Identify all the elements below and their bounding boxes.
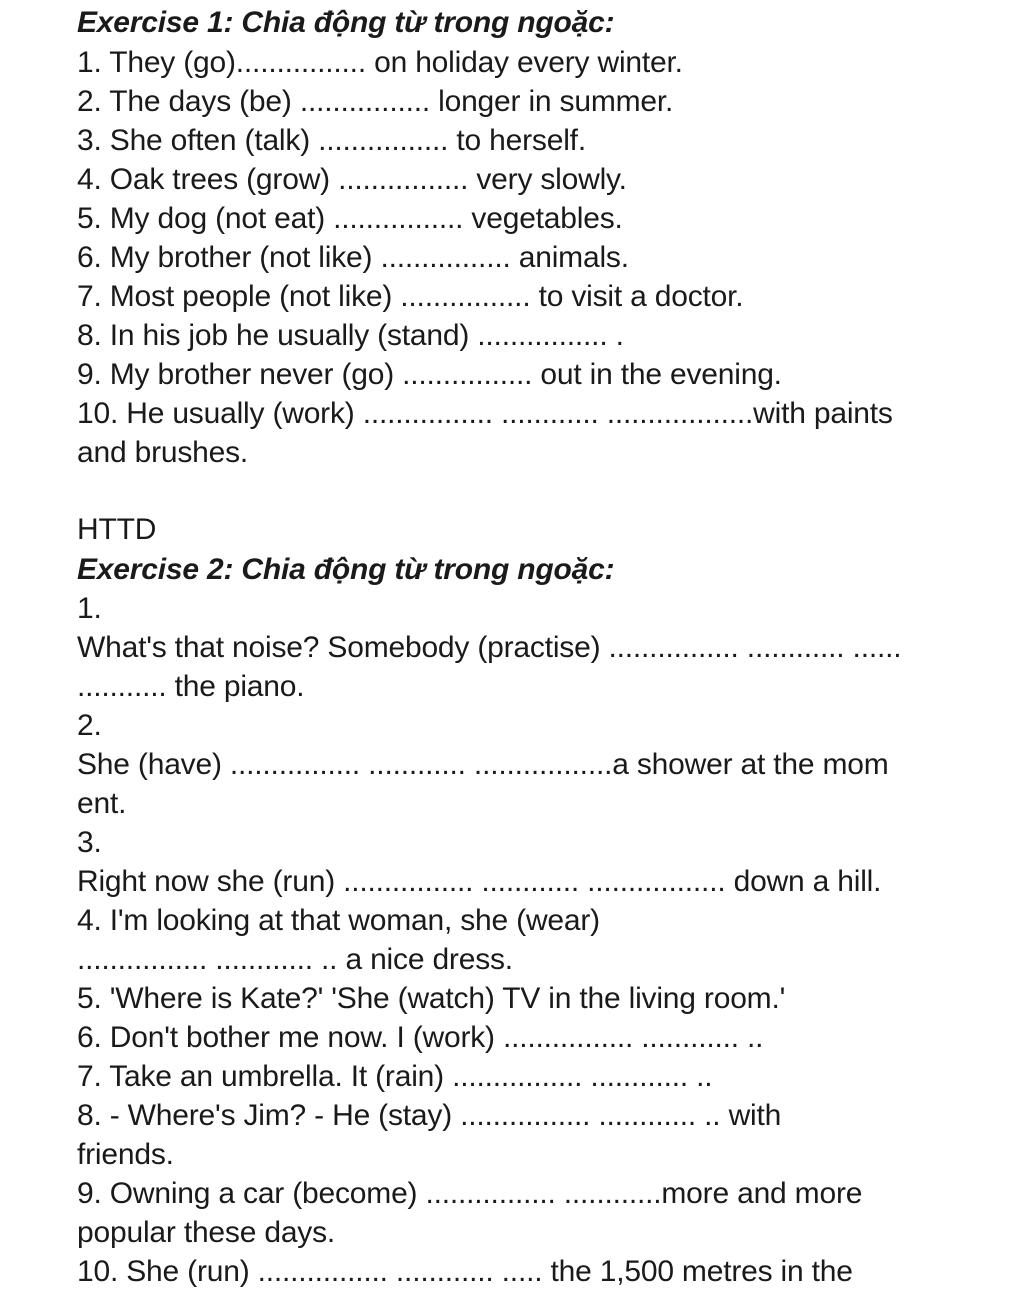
exercise-2-line: 9. Owning a car (become) ................ ............more and more [77, 1177, 863, 1210]
exercise-1-item: 9. My brother never (go) ................ out in the evening. [77, 358, 782, 391]
exercise-2-line: popular these days. [77, 1216, 336, 1249]
exercise-1-item: 8. In his job he usually (stand) ................ . [77, 319, 624, 352]
exercise-2-line: ................ ............ .. a nice dress. [77, 943, 513, 976]
exercise-2-line: 8. - Where's Jim? - He (stay) ................ ............ .. with [77, 1099, 782, 1132]
exercise-2-line: ........... the piano. [77, 670, 305, 703]
exercise-2-line: What's that noise? Somebody (practise) ................ ............ ...... [77, 631, 902, 664]
exercise-1-item: 10. He usually (work) ................ ............ ..................with paints [77, 397, 893, 430]
separator-label: HTTD [77, 513, 157, 546]
exercise-1-item: 3. She often (talk) ................ to herself. [77, 124, 586, 157]
exercise-1-title: Exercise 1: Chia động từ trong ngoặc: [77, 6, 615, 39]
exercise-2-line: Right now she (run) ................ ............ ................. down a hill. [77, 865, 882, 898]
exercise-2-line: ent. [77, 787, 127, 820]
exercise-2-line: She (have) ................ ............ .................a shower at the mom [77, 748, 889, 781]
exercise-2-line: 3. [77, 826, 102, 859]
exercise-1-item-continuation: and brushes. [77, 436, 249, 469]
exercise-1-item: 6. My brother (not like) ................ animals. [77, 241, 629, 274]
exercise-2-line-cut-off: 10. She (run) ................ ............ ..... the 1,500 metres in the [77, 1255, 853, 1288]
exercise-1-item: 2. The days (be) ................ longer in summer. [77, 85, 674, 118]
exercise-2-title: Exercise 2: Chia động từ trong ngoặc: [77, 553, 615, 586]
exercise-2-line: friends. [77, 1138, 174, 1171]
exercise-2-line: 1. [77, 592, 102, 625]
exercise-2-line: 5. 'Where is Kate?' 'She (watch) TV in the living room.' [77, 982, 786, 1015]
exercise-1-item: 7. Most people (not like) ................ to visit a doctor. [77, 280, 744, 313]
exercise-2-line: 2. [77, 709, 102, 742]
exercise-2-line: 7. Take an umbrella. It (rain) ................ ............ .. [77, 1060, 713, 1093]
exercise-1-item: 4. Oak trees (grow) ................ very slowly. [77, 163, 627, 196]
exercise-2-line: 4. I'm looking at that woman, she (wear) [77, 904, 600, 937]
exercise-1-item: 5. My dog (not eat) ................ vegetables. [77, 202, 623, 235]
exercise-2-line: 6. Don't bother me now. I (work) ................ ............ .. [77, 1021, 764, 1054]
exercise-1-item: 1. They (go)................ on holiday every winter. [77, 46, 683, 79]
